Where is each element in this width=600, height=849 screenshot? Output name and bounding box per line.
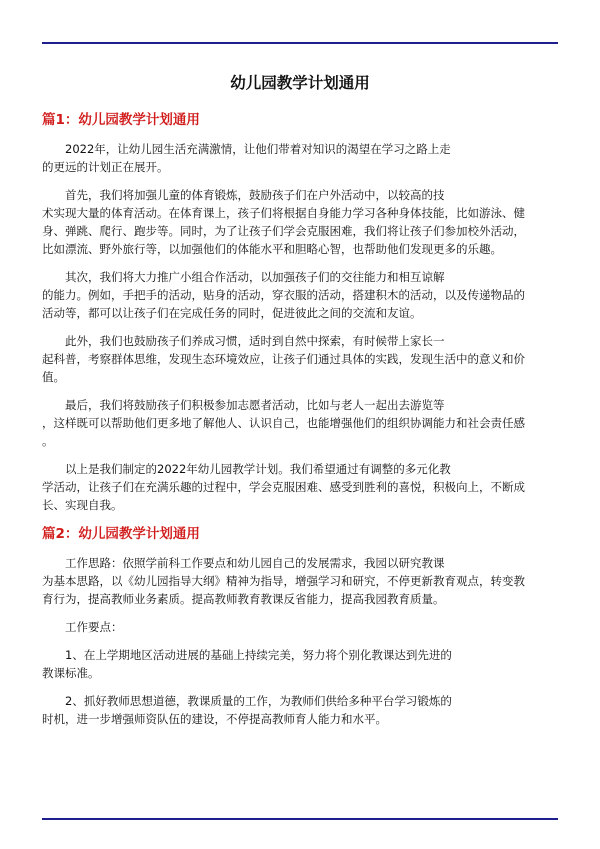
text-line: 2022年，让幼儿园生活充满激情，让他们带着对知识的渴望在学习之路上走 xyxy=(65,142,451,156)
text-line: 工作思路：依照学前科工作要点和幼儿园自己的发展需求，我园以研究教课 xyxy=(65,556,445,570)
paragraph xyxy=(42,618,558,636)
text-line: 术实现大量的体育活动。在体育课上，孩子们将根据自身能力学习各种身体技能，比如游泳、健 xyxy=(42,206,525,220)
header-rule xyxy=(42,42,558,44)
paragraph xyxy=(42,332,558,386)
section-heading: 篇1：幼儿园教学计划通用 xyxy=(42,112,200,128)
text-line: 的更远的计划正在展开。 xyxy=(42,160,169,174)
text-line: 学活动，让孩子们在充满乐趣的过程中，学会克服困难、感受到胜利的喜悦，积极向上，不断成 xyxy=(42,480,525,494)
text-line: 其次，我们将大力推广小组合作活动，以加强孩子们的交往能力和相互谅解 xyxy=(65,270,445,284)
text-line: 工作要点： xyxy=(65,620,123,634)
text-line: 身、弹跳、爬行、跑步等。同时，为了让孩子们学会克服困难，我们将让孩子们参加校外活动， xyxy=(42,224,525,238)
text-line: 起科普，考察群体思维，发现生态环境效应，让孩子们通过具体的实践，发现生活中的意义和价 xyxy=(42,352,525,366)
text-line: 育行为，提高教师业务素质。提高教师教育教课反省能力，提高我园教育质量。 xyxy=(42,592,445,606)
text-line: 的能力。例如，手把手的活动，贴身的活动，穿衣服的活动，搭建积木的活动，以及传递物品的 xyxy=(42,288,525,302)
footer-rule xyxy=(42,818,558,820)
text-line: 最后，我们将鼓励孩子们积极参加志愿者活动，比如与老人一起出去游览等 xyxy=(65,398,445,412)
text-line: 为基本思路，以《幼儿园指导大纲》精神为指导，增强学习和研究，不停更新教育观点，转变教 xyxy=(42,574,525,588)
text-line: 。 xyxy=(42,434,54,448)
text-line: 此外，我们也鼓励孩子们养成习惯，适时到自然中探索，有时候带上家长一 xyxy=(65,334,445,348)
paragraph xyxy=(42,460,558,514)
paragraph xyxy=(42,554,558,608)
section-2 xyxy=(42,524,558,728)
text-line: 值。 xyxy=(42,370,65,384)
text-line: 首先，我们将加强儿童的体育锻炼，鼓励孩子们在户外活动中，以较高的技 xyxy=(65,188,445,202)
paragraph xyxy=(42,396,558,450)
text-line: 长、实现自我。 xyxy=(42,498,123,512)
paragraph xyxy=(42,646,558,682)
page-title: 幼儿园教学计划通用 xyxy=(230,74,370,92)
paragraph xyxy=(42,140,558,176)
text-line: 比如漂流、野外旅行等，以加强他们的体能水平和胆略心智，也帮助他们发现更多的乐趣。 xyxy=(42,242,502,256)
text-line: ，这样既可以帮助他们更多地了解他人、认识自己，也能增强他们的组织协调能力和社会责任感 xyxy=(42,416,525,430)
text-line: 活动等，都可以让孩子们在完成任务的同时，促进彼此之间的交流和友谊。 xyxy=(42,306,422,320)
paragraph xyxy=(42,268,558,322)
text-line: 1、在上学期地区活动进展的基础上持续完美，努力将个别化教课达到先进的 xyxy=(65,648,452,662)
text-line: 2、抓好教师思想道德，教课质量的工作，为教师们供给多种平台学习锻炼的 xyxy=(65,694,452,708)
document-body xyxy=(42,72,558,738)
text-line: 时机，进一步增强师资队伍的建设，不停提高教师育人能力和水平。 xyxy=(42,712,387,726)
section-1 xyxy=(42,110,558,514)
paragraph xyxy=(42,692,558,728)
paragraph xyxy=(42,186,558,258)
text-line: 教课标准。 xyxy=(42,666,100,680)
section-heading: 篇2：幼儿园教学计划通用 xyxy=(42,526,200,542)
text-line: 以上是我们制定的2022年幼儿园教学计划。我们希望通过有调整的多元化教 xyxy=(65,462,451,476)
